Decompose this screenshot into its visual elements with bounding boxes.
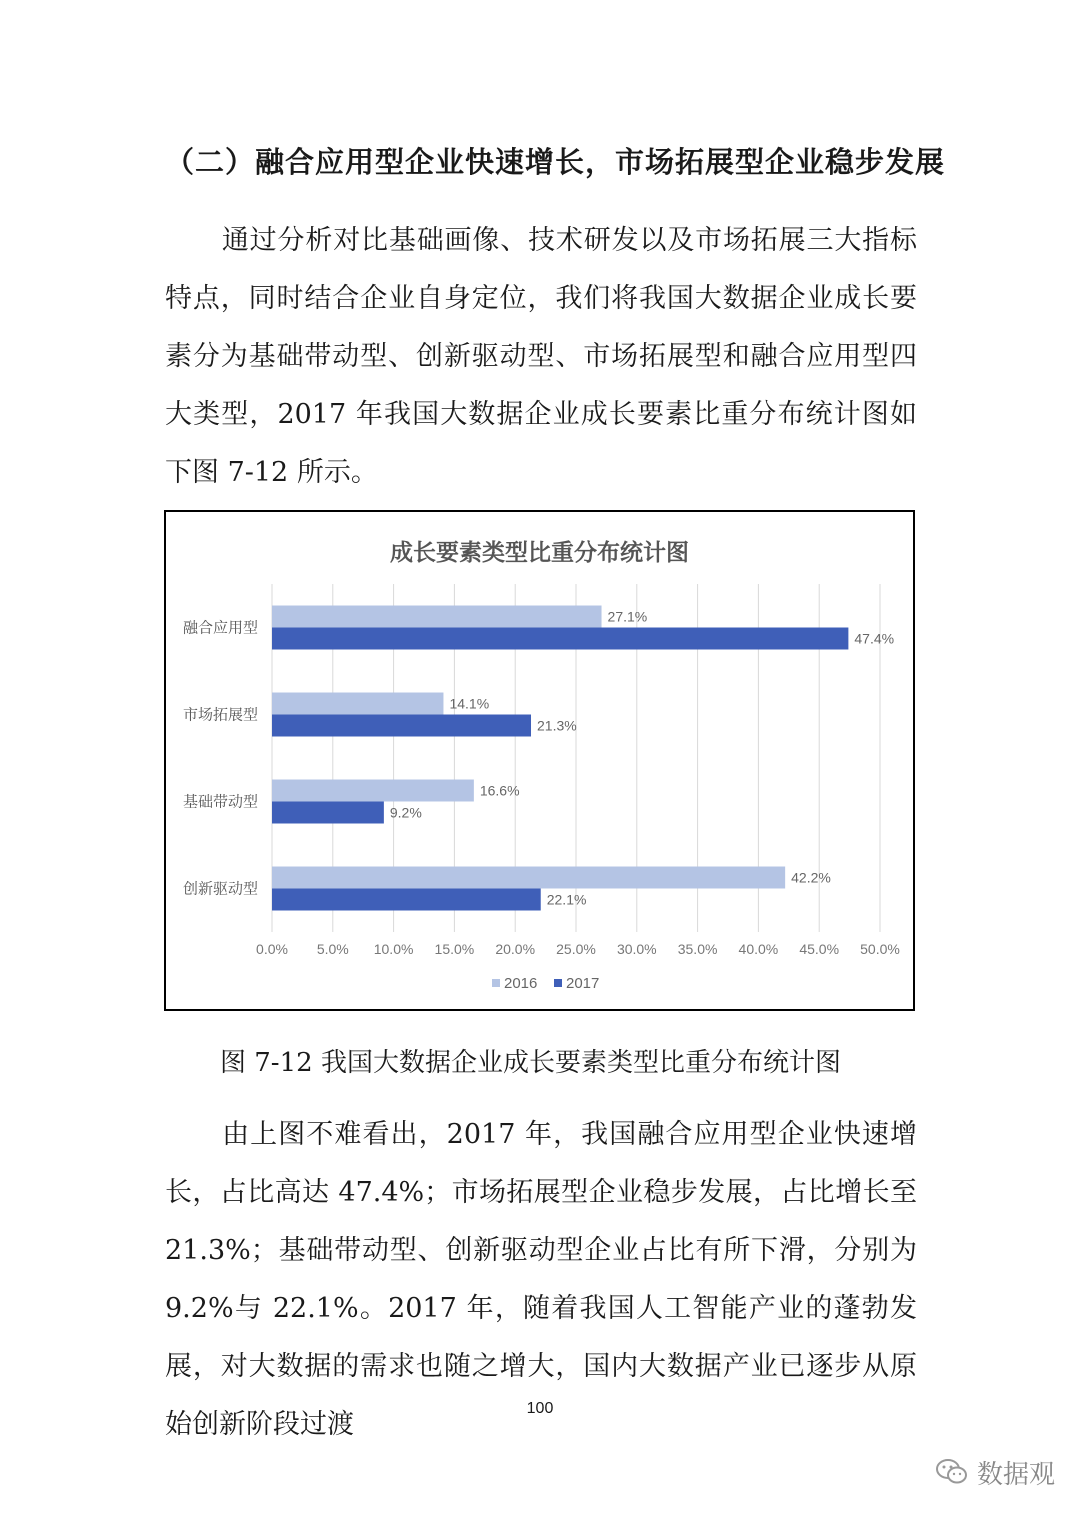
x-tick-label: 40.0%: [738, 941, 779, 957]
data-label: 14.1%: [449, 695, 490, 712]
intro-paragraph: [165, 212, 917, 502]
x-tick-label: 50.0%: [860, 941, 900, 957]
legend-label: 2016: [504, 975, 538, 992]
legend-label: 2017: [566, 975, 600, 992]
category-label: 市场拓展型: [182, 705, 258, 724]
x-tick-label: 25.0%: [556, 941, 596, 957]
legend-swatch: [554, 979, 562, 987]
watermark-text: 数据观: [977, 1459, 1056, 1490]
data-label: 9.2%: [389, 804, 422, 821]
intro-paragraph-text: 通过分析对比基础画像、技术研发以及市场拓展三大指标特点，同时结合企业自身定位，我们将我国大数据企业成长要素分为基础带动型、创新驱动型、市场拓展型和融合应用型四大类型，2017 年我国大数据企业成长要素比重分布统计图如下图 7-12 所示。: [165, 225, 917, 488]
data-label: 16.6%: [479, 782, 520, 799]
analysis-paragraph-text: 由上图不难看出，2017 年，我国融合应用型企业快速增长，占比高达 47.4%；市场拓展型企业稳步发展，占比增长至 21.3%；基础带动型、创新驱动型企业占比有所下滑，分别为 9.2%与 22.1%。2017 年，随着我国人工智能产业的蓬勃发展，对大数据的需求也随之增大，国内大数据产业已逐步从原始创新阶段过渡: [165, 1119, 917, 1440]
wechat-icon: [935, 1457, 969, 1487]
section-heading: （二）融合应用型企业快速增长，市场拓展型企业稳步发展: [165, 145, 946, 179]
bar-2016: [272, 606, 602, 628]
legend-swatch: [492, 979, 500, 987]
category-label: 基础带动型: [182, 792, 258, 811]
data-label: 21.3%: [537, 717, 577, 734]
bar-2016: [272, 693, 443, 715]
data-label: 42.2%: [791, 869, 831, 886]
x-tick-label: 35.0%: [677, 941, 718, 957]
data-label: 22.1%: [546, 891, 587, 908]
x-tick-label: 15.0%: [434, 941, 475, 957]
bar-chart: [166, 512, 913, 1009]
bar-2016: [272, 867, 785, 889]
bar-2016: [272, 780, 474, 802]
bar-2017: [272, 889, 541, 911]
x-tick-label: 10.0%: [373, 941, 414, 957]
chart-title: 成长要素类型比重分布统计图: [390, 540, 689, 566]
watermark: [935, 1452, 1055, 1492]
chart-frame: [164, 510, 915, 1011]
bar-2017: [272, 628, 848, 650]
x-tick-label: 20.0%: [495, 941, 536, 957]
x-tick-label: 0.0%: [256, 941, 288, 957]
category-label: 创新驱动型: [182, 879, 258, 898]
bar-2017: [272, 715, 531, 737]
x-tick-label: 30.0%: [616, 941, 657, 957]
bar-2017: [272, 802, 384, 824]
x-tick-label: 45.0%: [799, 941, 840, 957]
data-label: 27.1%: [607, 608, 648, 625]
data-label: 47.4%: [854, 630, 895, 647]
x-tick-label: 5.0%: [316, 941, 349, 957]
page-number: 100: [526, 1400, 554, 1417]
figure-caption: 图 7-12 我国大数据企业成长要素类型比重分布统计图: [220, 1048, 841, 1078]
category-label: 融合应用型: [182, 618, 258, 637]
